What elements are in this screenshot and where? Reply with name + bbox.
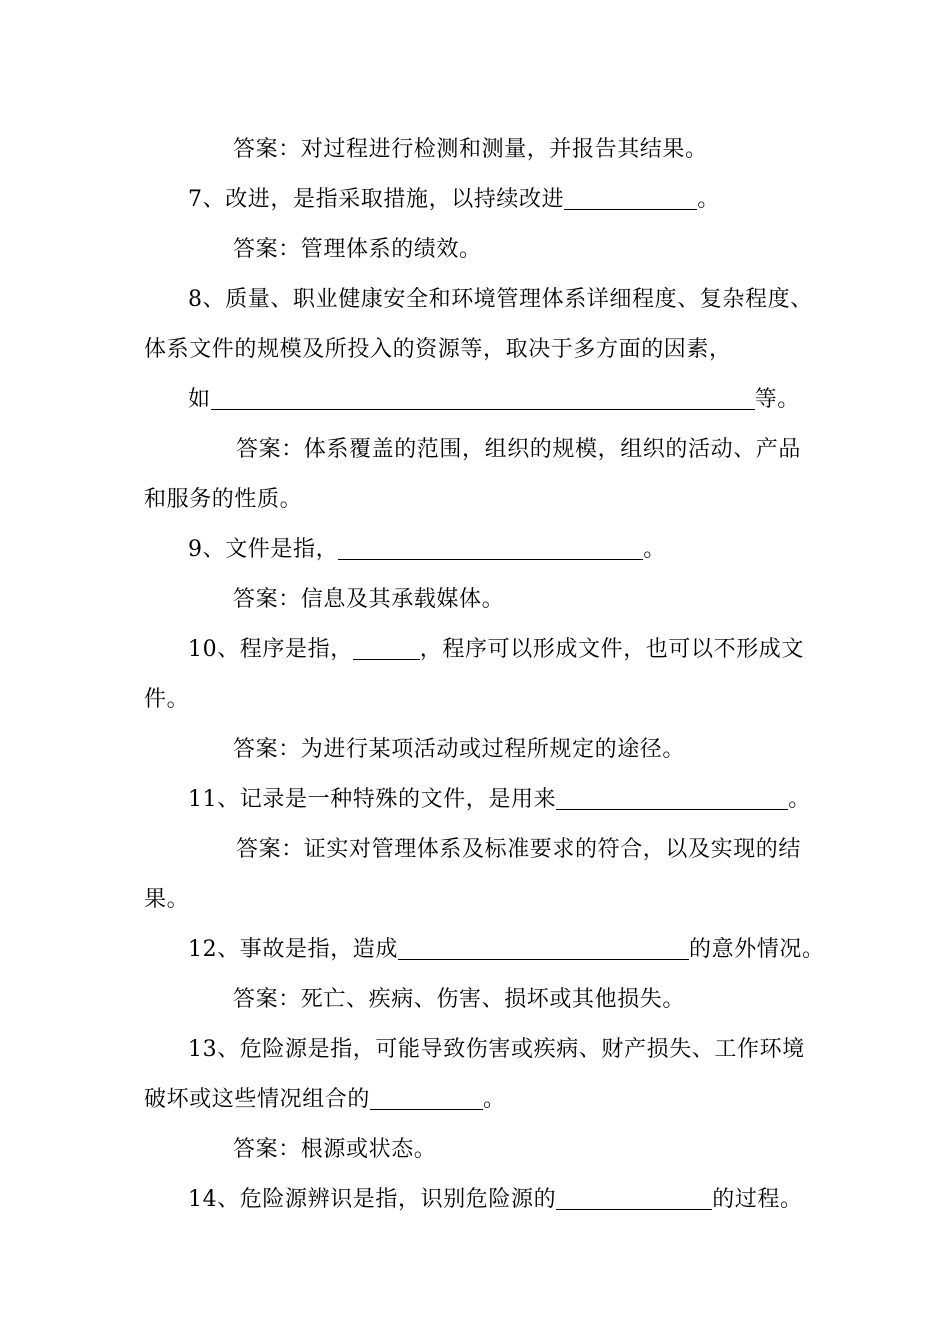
- fill-blank-9: [338, 535, 643, 560]
- answer-11-text-2: 果。: [144, 887, 190, 912]
- fill-blank-14: [556, 1185, 712, 1210]
- question-9-end: 。: [643, 537, 666, 562]
- question-7-end: 。: [697, 187, 720, 212]
- answer-8-line-2: [144, 485, 302, 515]
- answer-11-text-1: 答案：证实对管理体系及标准要求的符合，以及实现的结: [236, 837, 802, 862]
- answer-11-line-2: [144, 885, 189, 915]
- answer-12-text: 答案：死亡、疾病、伤害、损坏或其他损失。: [233, 987, 686, 1012]
- question-14-end: 的过程。: [712, 1187, 803, 1212]
- question-13-end: 。: [483, 1087, 506, 1112]
- question-14-line: [188, 1185, 803, 1215]
- question-8-line-3: [188, 385, 800, 415]
- fill-blank-10: [353, 635, 420, 660]
- question-13-text-2: 破坏或这些情况组合的: [144, 1087, 371, 1112]
- question-14-text: 14、危险源辨识是指，识别危险源的: [188, 1187, 557, 1212]
- question-13-text-1: 13、危险源是指，可能导致伤害或疾病、财产损失、工作环境: [188, 1037, 805, 1062]
- question-12-end: 的意外情况。: [689, 937, 825, 962]
- answer-10-line: [233, 735, 685, 765]
- question-12-text: 12、事故是指，造成: [188, 937, 398, 962]
- question-8-text-3b: 等。: [754, 387, 800, 412]
- answer-13-line: [233, 1135, 436, 1165]
- question-10-text-a: 10、程序是指，: [188, 637, 353, 662]
- question-11-end: 。: [788, 787, 811, 812]
- answer-6-line: [233, 135, 708, 165]
- answer-8-text-2: 和服务的性质。: [144, 487, 303, 512]
- question-9-line: [188, 535, 666, 565]
- question-11-text: 11、记录是一种特殊的文件，是用来: [188, 787, 557, 812]
- answer-9-text: 答案：信息及其承载媒体。: [233, 587, 505, 612]
- fill-blank-12: [398, 935, 689, 960]
- question-10-line-1: [188, 635, 804, 665]
- answer-9-line: [233, 585, 504, 615]
- fill-blank-8: [211, 385, 755, 410]
- answer-12-line: [233, 985, 685, 1015]
- answer-7-text: 答案：管理体系的绩效。: [233, 237, 482, 262]
- question-10-line-2: [144, 685, 189, 715]
- question-11-line: [188, 785, 811, 815]
- fill-blank-11: [556, 785, 788, 810]
- question-9-text: 9、文件是指，: [188, 537, 339, 562]
- answer-11-line-1: [236, 835, 801, 865]
- question-8-text-3a: 如: [188, 387, 211, 412]
- answer-10-text: 答案：为进行某项活动或过程所规定的途径。: [233, 737, 686, 762]
- question-10-text-b: ，程序可以形成文件，也可以不形成文: [419, 637, 804, 662]
- answer-6-text: 答案：对过程进行检测和测量，并报告其结果。: [233, 137, 708, 162]
- answer-8-line-1: [236, 435, 801, 465]
- question-10-text-2: 件。: [144, 687, 190, 712]
- fill-blank-13: [370, 1085, 483, 1110]
- question-13-line-2: [144, 1085, 506, 1115]
- question-7-line: [188, 185, 720, 215]
- question-8-text-1: 8、质量、职业健康安全和环境管理体系详细程度、复杂程度、: [188, 287, 813, 312]
- question-8-line-1: [188, 285, 813, 315]
- question-12-line: [188, 935, 825, 965]
- question-7-text: 7、改进，是指采取措施，以持续改进: [188, 187, 565, 212]
- question-8-line-2: [144, 335, 732, 365]
- answer-13-text: 答案：根源或状态。: [233, 1137, 437, 1162]
- answer-8-text-1: 答案：体系覆盖的范围，组织的规模，组织的活动、产品: [236, 437, 802, 462]
- answer-7-line: [233, 235, 482, 265]
- question-8-text-2: 体系文件的规模及所投入的资源等，取决于多方面的因素，: [144, 337, 732, 362]
- question-13-line-1: [188, 1035, 805, 1065]
- fill-blank-7: [564, 185, 697, 210]
